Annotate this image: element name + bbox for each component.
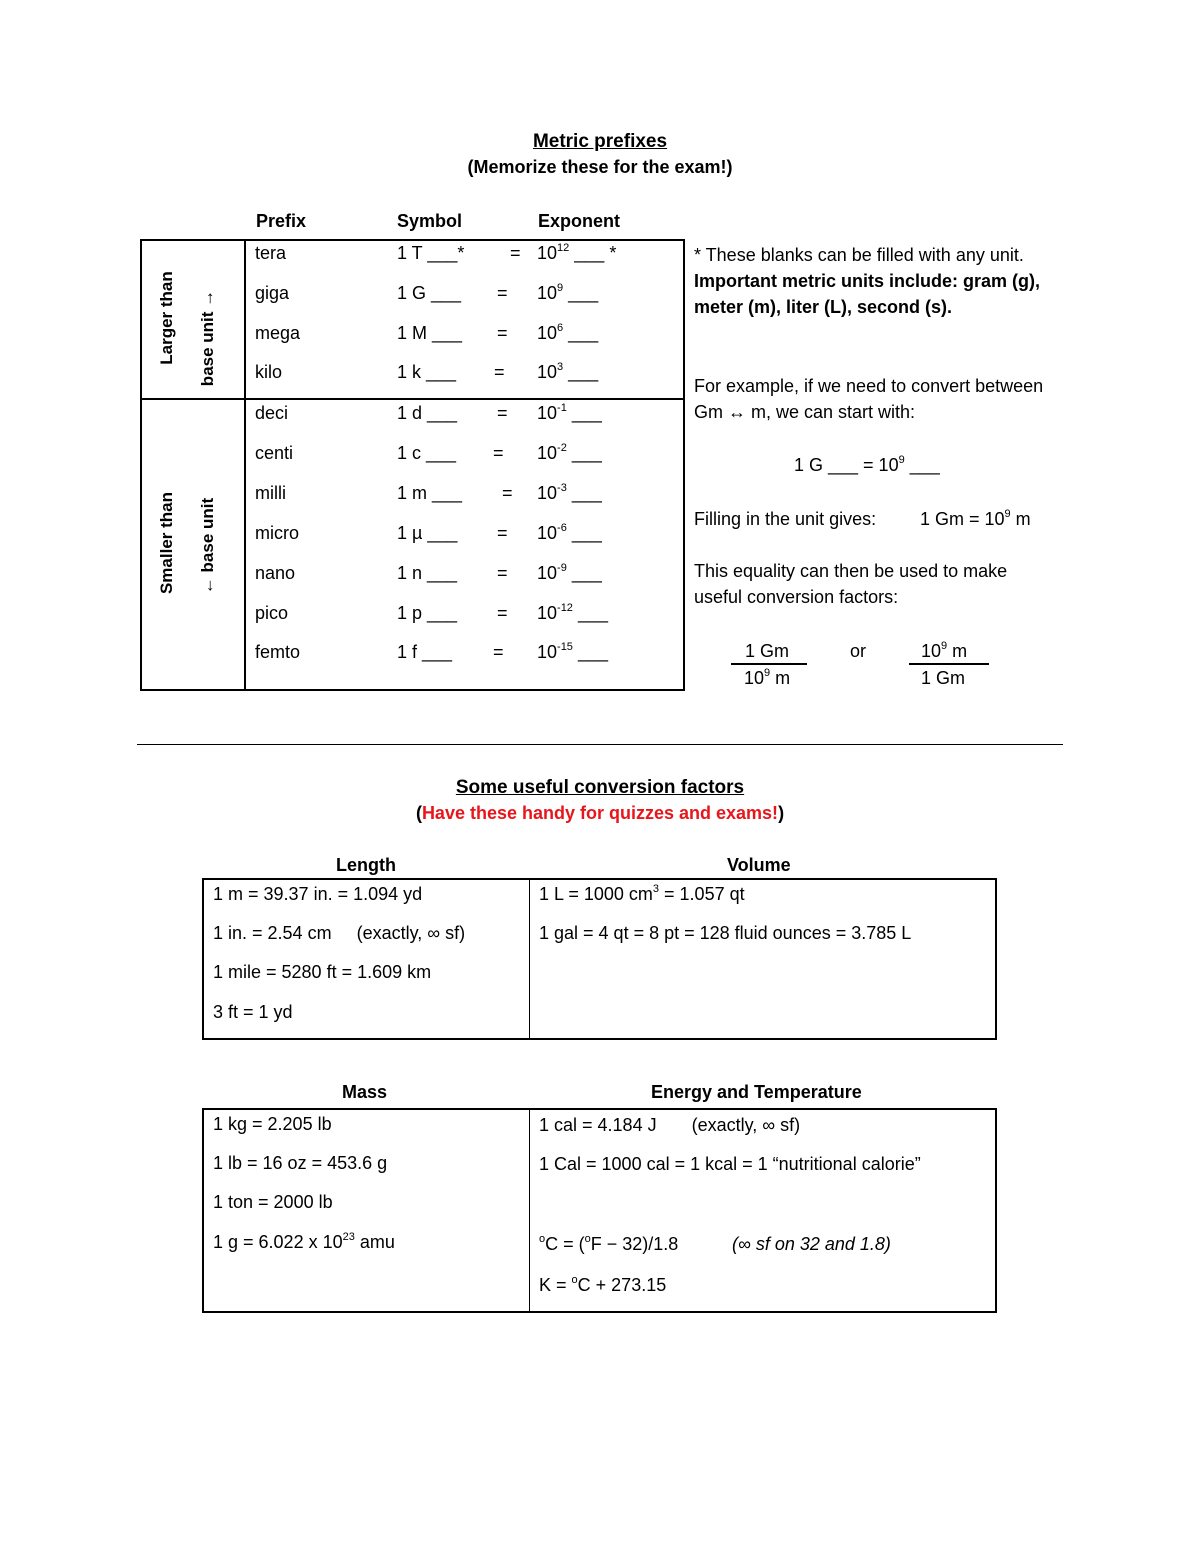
prefix-cell: milli	[255, 483, 286, 503]
symbol-cell: 1 n ___	[397, 563, 458, 583]
symbol-cell: 1 M ___	[397, 323, 463, 343]
prefix-cell: nano	[255, 563, 296, 583]
blanks-note-text: * These blanks can be filled with any unit.	[694, 245, 1024, 265]
volume-line-1-exp: 3	[652, 883, 660, 895]
exponent-blank: ___	[572, 642, 608, 662]
prefix-cell: centi	[255, 443, 294, 463]
exponent-blank: ___	[563, 283, 599, 303]
exponent-base: 10	[537, 642, 558, 662]
equals-cell: =	[493, 443, 504, 463]
subtitle-red-text: Have these handy for quizzes and exams!	[421, 803, 779, 823]
exponent-base: 10	[537, 523, 558, 543]
exponent-power: 9	[557, 282, 564, 294]
mass-energy-divider	[529, 1110, 530, 1311]
mass-line-3: 1 ton = 2000 lb	[213, 1192, 333, 1212]
equals-cell: =	[497, 603, 508, 623]
mass-line-4	[213, 1232, 395, 1253]
symbol-cell: 1 G ___	[397, 283, 462, 303]
fraction2-num-exp: 9	[941, 640, 948, 652]
exponent-cell	[537, 603, 608, 624]
exponent-blank: ___	[566, 443, 602, 463]
energy-line-1: 1 cal = 4.184 J (exactly, ∞ sf)	[539, 1115, 801, 1135]
fraction1-denominator	[744, 668, 790, 689]
mass-line-4-a: 1 g = 6.022 x 10	[213, 1232, 343, 1252]
conversion-title: Some useful conversion factors	[455, 777, 745, 798]
exponent-cell	[537, 523, 602, 544]
exponent-cell	[537, 323, 598, 344]
fraction1-den-exp: 9	[764, 667, 771, 679]
example-equation-left: 1 G ___ = 10	[794, 455, 899, 475]
length-line-1: 1 m = 39.37 in. = 1.094 yd	[213, 884, 423, 904]
metric-subtitle: (Memorize these for the exam!)	[467, 157, 733, 177]
energy-line-3	[539, 1234, 678, 1255]
example-equation-right: ___	[904, 455, 940, 475]
fraction1-bar	[731, 663, 807, 665]
exponent-base: 10	[537, 403, 558, 423]
prefix-cell: deci	[255, 403, 289, 423]
symbol-cell: 1 f ___	[397, 642, 453, 662]
mass-header: Mass	[342, 1082, 388, 1102]
mass-line-4-exp: 23	[342, 1231, 355, 1243]
equals-cell: =	[497, 323, 508, 343]
exponent-blank: ___	[563, 323, 599, 343]
equals-cell: =	[497, 563, 508, 583]
subtitle-open-paren: (	[415, 803, 422, 823]
fill-in-exp: 9	[1004, 508, 1011, 520]
fill-in-left: 1 Gm = 10	[920, 509, 1005, 529]
mass-line-2: 1 lb = 16 oz = 453.6 g	[213, 1153, 388, 1173]
exponent-blank: ___	[566, 483, 602, 503]
fraction1-den-base: 10	[744, 668, 765, 688]
degree-symbol-2: o	[584, 1233, 591, 1245]
fill-in-equation	[920, 506, 1031, 532]
exponent-base: 10	[537, 323, 558, 343]
header-prefix: Prefix	[256, 211, 307, 231]
exponent-power: 3	[557, 361, 564, 373]
exponent-cell	[537, 362, 598, 383]
volume-line-1-a: 1 L = 1000 cm	[539, 884, 653, 904]
section-divider	[137, 744, 1063, 745]
exponent-power: 6	[557, 322, 564, 334]
conversion-subtitle	[0, 803, 1200, 824]
exponent-power: -3	[557, 482, 567, 494]
prefix-cell: micro	[255, 523, 299, 543]
exponent-blank: ___	[572, 603, 608, 623]
fraction2-denominator: 1 Gm	[921, 668, 966, 688]
symbol-cell: 1 T ___*	[397, 243, 465, 263]
exponent-base: 10	[537, 483, 558, 503]
volume-line-2: 1 gal = 4 qt = 8 pt = 128 fluid ounces = 3.785 L	[539, 923, 912, 943]
equals-cell: =	[502, 483, 513, 503]
subtitle-close-paren: )	[778, 803, 785, 823]
exponent-base: 10	[537, 603, 558, 623]
blanks-note	[694, 242, 1054, 320]
exponent-blank: ___	[566, 403, 602, 423]
symbol-cell: 1 p ___	[397, 603, 458, 623]
metric-table-separator	[140, 398, 685, 400]
important-units-text: Important metric units include: gram (g), meter (m), liter (L), second (s).	[694, 271, 1041, 317]
larger-base-unit-label: base unit →	[198, 289, 217, 387]
degree-symbol-3: o	[571, 1274, 578, 1286]
smaller-base-unit-label: ← base unit	[198, 497, 217, 595]
exponent-base: 10	[537, 443, 558, 463]
energy-line-3-note: (∞ sf on 32 and 1.8)	[732, 1234, 891, 1254]
fraction2-num-base: 10	[921, 641, 942, 661]
symbol-cell: 1 d ___	[397, 403, 458, 423]
prefix-cell: femto	[255, 642, 301, 662]
exponent-cell	[537, 483, 602, 504]
volume-line-1-b: = 1.057 qt	[659, 884, 745, 904]
length-header: Length	[336, 855, 396, 875]
equals-cell: =	[510, 243, 521, 263]
degree-symbol-1: o	[539, 1233, 546, 1245]
energy-line-4-a: K =	[539, 1275, 572, 1295]
volume-line-1	[539, 884, 745, 905]
exponent-cell	[537, 642, 608, 663]
exponent-blank: ___	[566, 563, 602, 583]
fraction2-numerator	[921, 641, 967, 662]
symbol-cell: 1 m ___	[397, 483, 463, 503]
energy-line-3-b: F − 32)/1.8	[590, 1234, 679, 1254]
example-equation-exp: 9	[898, 454, 905, 466]
exponent-power: -1	[557, 402, 567, 414]
exponent-power: -15	[557, 641, 573, 653]
header-exponent: Exponent	[538, 211, 621, 231]
symbol-cell: 1 µ ___	[397, 523, 458, 543]
metric-title: Metric prefixes	[532, 131, 668, 152]
smaller-than-label: Smaller than	[157, 491, 176, 595]
prefix-cell: kilo	[255, 362, 283, 382]
exponent-blank: ___ *	[569, 243, 617, 263]
prefix-cell: tera	[255, 243, 287, 263]
equals-cell: =	[497, 283, 508, 303]
prefix-cell: pico	[255, 603, 289, 623]
exponent-cell	[537, 403, 602, 424]
exponent-power: -6	[557, 522, 567, 534]
example-note: For example, if we need to convert between Gm ↔ m, we can start with:	[694, 376, 1044, 422]
energy-line-4-b: C + 273.15	[577, 1275, 667, 1295]
mass-line-1: 1 kg = 2.205 lb	[213, 1114, 332, 1134]
or-text: or	[850, 641, 867, 661]
length-line-3: 1 mile = 5280 ft = 1.609 km	[213, 962, 432, 982]
exponent-blank: ___	[566, 523, 602, 543]
exponent-cell	[537, 563, 602, 584]
prefix-cell: giga	[255, 283, 290, 303]
exponent-power: 12	[557, 242, 570, 254]
equals-cell: =	[494, 362, 505, 382]
exponent-blank: ___	[563, 362, 599, 382]
energy-line-2: 1 Cal = 1000 cal = 1 kcal = 1 “nutritional calorie”	[539, 1154, 921, 1174]
fraction1-numerator: 1 Gm	[745, 641, 790, 661]
example-equation	[794, 452, 940, 478]
length-volume-divider	[529, 880, 530, 1038]
exponent-base: 10	[537, 243, 558, 263]
mass-line-4-b: amu	[354, 1232, 395, 1252]
larger-than-label: Larger than	[157, 271, 176, 365]
exponent-base: 10	[537, 283, 558, 303]
energy-header: Energy and Temperature	[651, 1082, 862, 1102]
conversion-factor-note: This equality can then be used to make useful conversion factors:	[694, 561, 1008, 607]
exponent-power: -12	[557, 602, 573, 614]
symbol-cell: 1 k ___	[397, 362, 457, 382]
exponent-cell	[537, 443, 602, 464]
fraction1-den-unit: m	[770, 668, 791, 688]
fill-in-label: Filling in the unit gives:	[694, 509, 877, 529]
prefix-cell: mega	[255, 323, 301, 343]
exponent-power: -9	[557, 562, 567, 574]
length-line-2: 1 in. = 2.54 cm (exactly, ∞ sf)	[213, 923, 466, 943]
exponent-cell	[537, 283, 598, 304]
fraction2-num-unit: m	[947, 641, 968, 661]
metric-table-divider	[244, 239, 246, 691]
length-line-4: 3 ft = 1 yd	[213, 1002, 293, 1022]
equals-cell: =	[497, 523, 508, 543]
symbol-cell: 1 c ___	[397, 443, 457, 463]
volume-header: Volume	[727, 855, 791, 875]
exponent-cell	[537, 243, 616, 264]
energy-line-3-a: C = (	[545, 1234, 585, 1254]
equals-cell: =	[493, 642, 504, 662]
equals-cell: =	[497, 403, 508, 423]
fraction2-bar	[909, 663, 989, 665]
exponent-power: -2	[557, 442, 567, 454]
energy-line-4	[539, 1275, 666, 1296]
exponent-base: 10	[537, 563, 558, 583]
header-symbol: Symbol	[397, 211, 463, 231]
exponent-base: 10	[537, 362, 558, 382]
fill-in-right: m	[1010, 509, 1031, 529]
